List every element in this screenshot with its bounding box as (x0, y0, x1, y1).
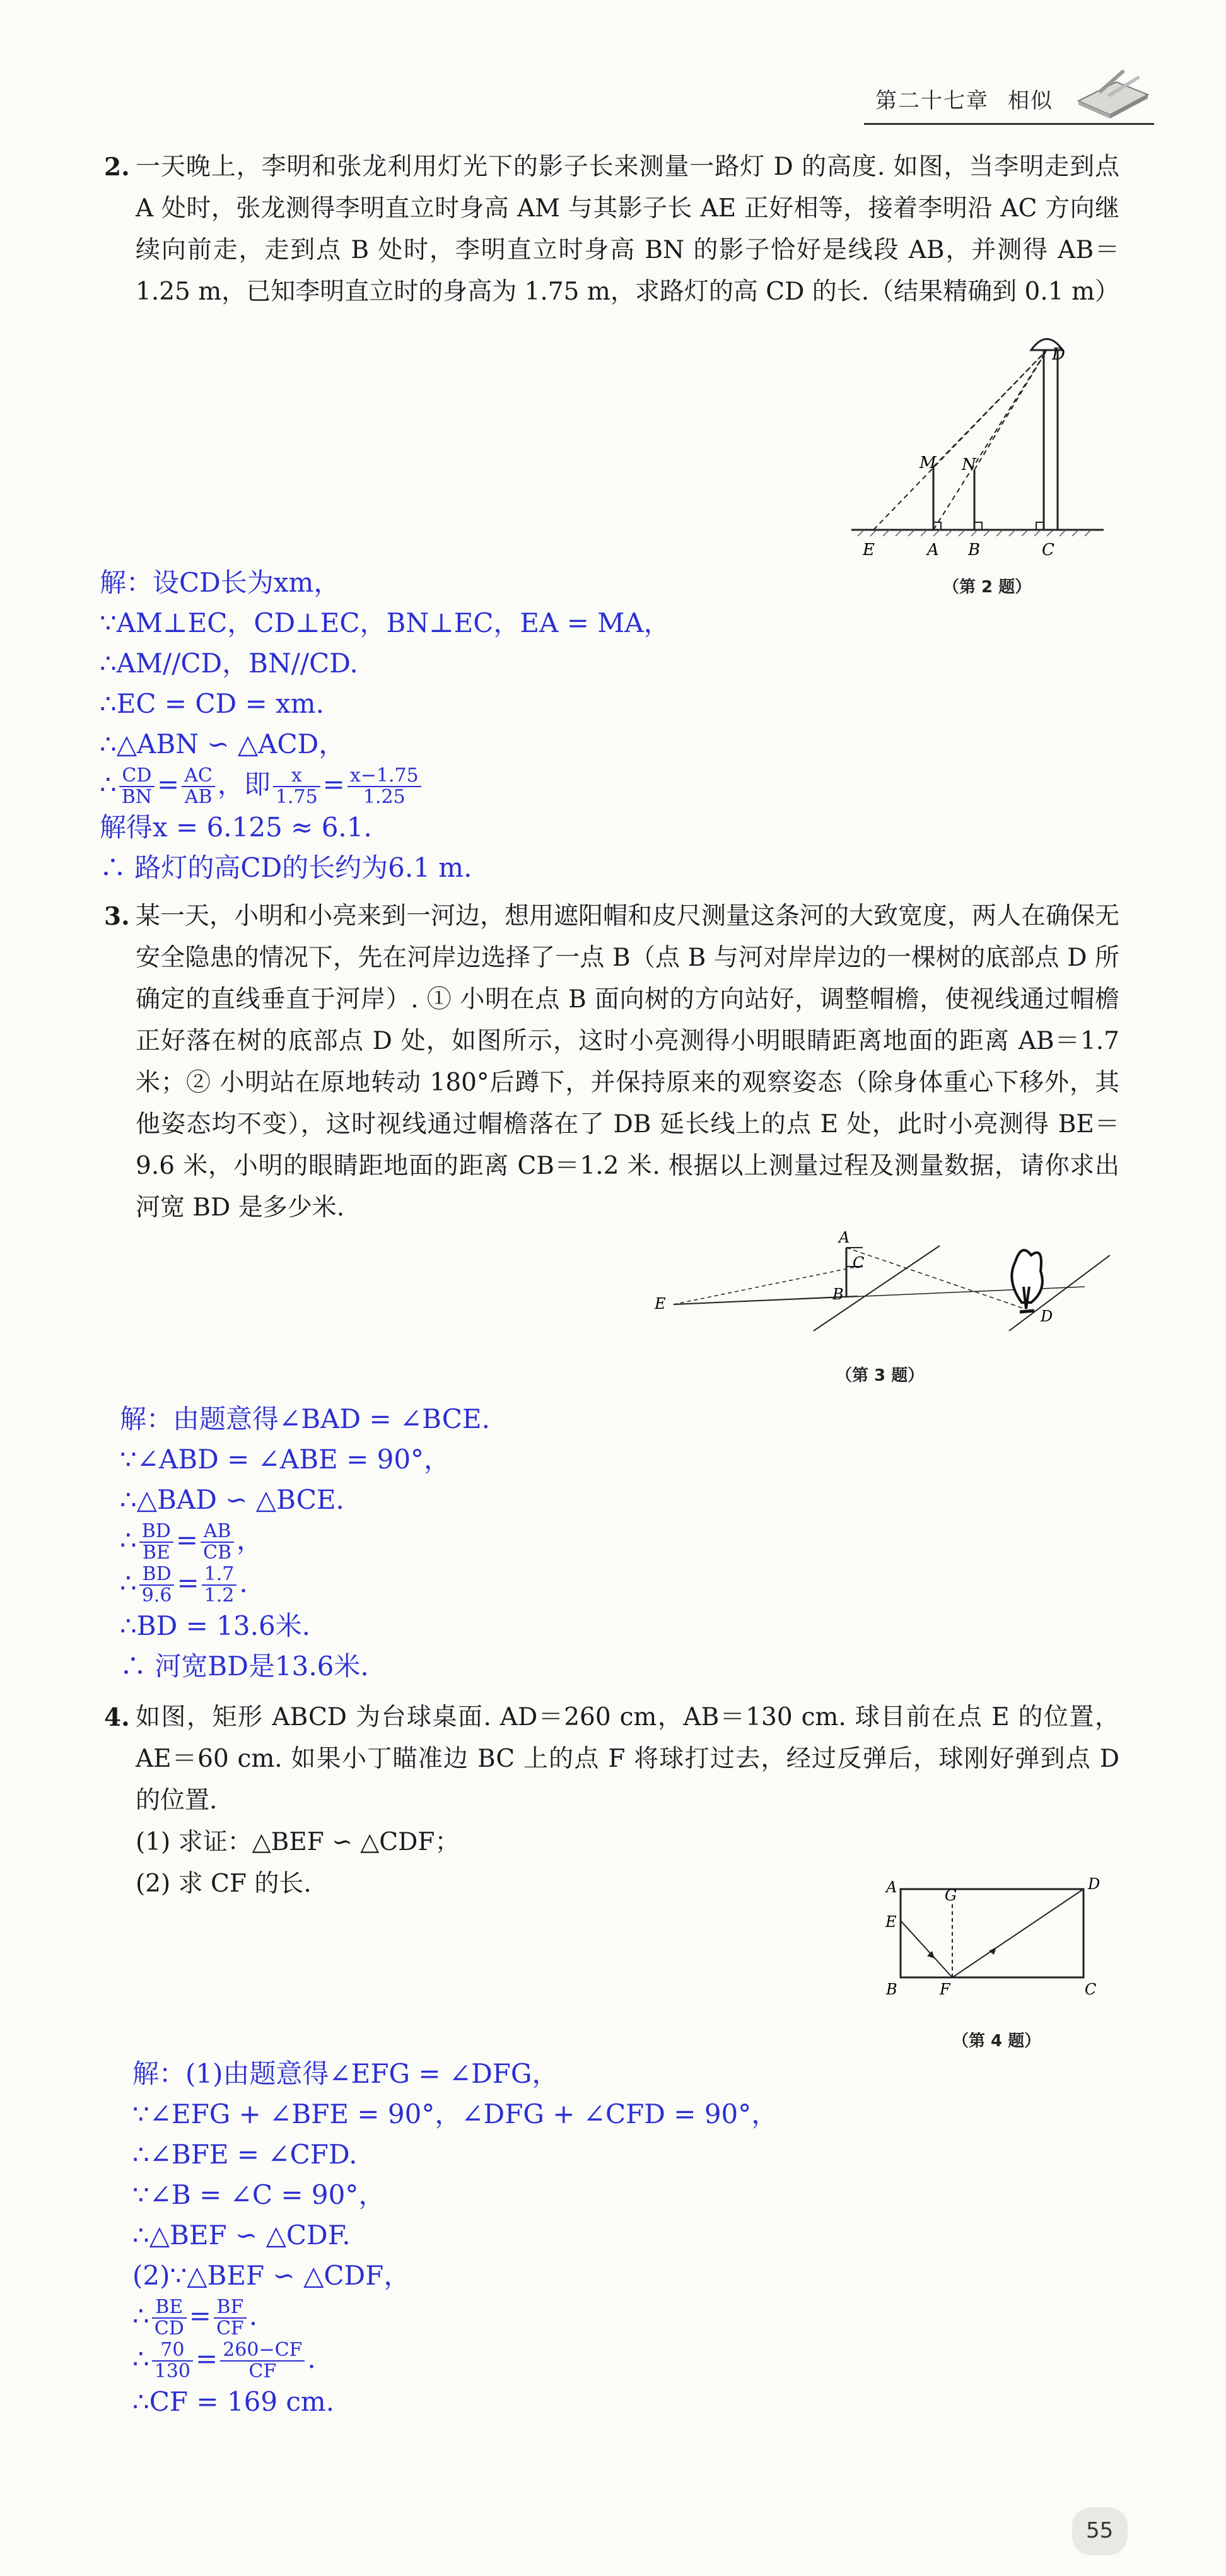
solution-line: 解：由题意得∠BAD = ∠BCE. (120, 1403, 490, 1434)
solution-fraction-line: ∴ $\frac{70}{130}$ = $\frac{260-CF}{CF}$ . (132, 2339, 316, 2382)
solution-fraction-line: ∴ $\frac{CD}{BN}$ = $\frac{AC}{AB}$ ，即 $\frac{x}{1.75}$ = $\frac{x-1.75}{1.25}$ (100, 764, 670, 807)
solution-line: ∴EC = CD = xm. (100, 688, 324, 719)
label-B: B (968, 541, 981, 559)
problem-text: 如图，矩形 ABCD 为台球桌面. AD＝260 cm，AB＝130 cm. 球目前在点 E 的位置，AE＝60 cm. 如果小丁瞄准边 BC 上的点 F 将球打过去，经过反弹后，球刚好弹到点 D 的位置. (136, 1703, 1119, 1815)
solution-line: 解：(1)由题意得∠EFG = ∠DFG， (132, 2058, 559, 2089)
solution-line: ∵∠EFG + ∠BFE = 90°，∠DFG + ∠CFD = 90°， (132, 2099, 778, 2129)
label-A: A (927, 541, 939, 559)
solution-line: ∵∠ABD = ∠ABE = 90°， (120, 1444, 451, 1475)
label-A: A (839, 1230, 850, 1246)
header-rule (864, 123, 1154, 125)
solution-4 (132, 2054, 778, 2422)
solution-line: ∴ 路灯的高CD的长约为6.1 m. (100, 852, 472, 883)
label-D: D (1088, 1875, 1100, 1893)
solution-fraction-line: ∴ $\frac{BE}{CD}$ = $\frac{BF}{CF}$ . (132, 2296, 258, 2339)
solution-line: 解得x = 6.125 ≈ 6.1. (100, 812, 372, 843)
solution-line: ∴CF = 169 cm. (132, 2386, 335, 2417)
problem-text: 一天晚上，李明和张龙利用灯光下的影子长来测量一路灯 D 的高度. 如图，当李明走到点 A 处时，张龙测得李明直立时身高 AM 与其影子长 AE 正好相等，接着李明沿 AC 方向继续向前走，走到点 B 处时，李明直立时身高 BN 的影子恰好是线段 AB，并测得 AB＝1.25 m，已知李明直立时的身高为 1.75 m，求路灯的高 CD 的长.（结果精确到 0.1 m） (136, 153, 1119, 306)
solution-line: ∴△BEF ∽ △CDF. (132, 2220, 351, 2251)
label-E: E (655, 1295, 666, 1313)
label-C: C (1042, 541, 1054, 559)
problem-3 (104, 896, 1119, 1229)
label-G: G (945, 1887, 957, 1904)
solution-line: ∴AM//CD，BN//CD. (100, 648, 358, 679)
figure-2 (839, 322, 1116, 587)
solution-line: ∴∠BFE = ∠CFD. (132, 2139, 358, 2170)
label-C: C (1085, 1981, 1097, 1998)
figure-4-caption: （第 4 题） (952, 2032, 1041, 2051)
solution-3 (120, 1399, 490, 1687)
label-E: E (885, 1913, 897, 1931)
problem-number: 4. (104, 1703, 130, 1732)
solution-line: ∵∠B = ∠C = 90°， (132, 2179, 385, 2210)
label-D: D (1041, 1308, 1053, 1325)
solution-line: ∴△ABN ∽ △ACD， (100, 729, 346, 759)
books-icon (1072, 57, 1154, 120)
label-E: E (863, 541, 875, 559)
label-C: C (853, 1254, 865, 1272)
chapter-title: 第二十七章 (875, 88, 989, 114)
figure-2-caption: （第 2 题） (943, 578, 1032, 597)
problem-2 (104, 146, 1119, 313)
label-N: N (962, 455, 976, 474)
solution-fraction-line: ∴ $\frac{BD}{9.6}$ = $\frac{1.7}{1.2}$ . (120, 1563, 248, 1607)
figure-3-caption: （第 3 题） (836, 1366, 925, 1385)
figure-4 (877, 1870, 1116, 2009)
solution-line: 解：设CD长为xm， (100, 567, 341, 598)
solution-line: ∴ 河宽BD是13.6米. (120, 1651, 369, 1682)
label-M: M (920, 454, 937, 472)
problem-number: 2. (104, 153, 130, 182)
label-F: F (940, 1981, 950, 1998)
subquestion-1: (1) 求证：△BEF ∽ △CDF； (136, 1828, 460, 1856)
chapter-topic: 相似 (1008, 88, 1053, 114)
page-number: 55 (1086, 2518, 1114, 2543)
solution-2 (100, 563, 670, 888)
problem-number: 3. (104, 902, 130, 931)
label-D: D (1052, 345, 1065, 364)
label-B: B (832, 1285, 844, 1303)
figure-3 (643, 1230, 1110, 1344)
solution-line: ∴BD = 13.6米. (120, 1610, 311, 1641)
page-header (875, 83, 1053, 114)
solution-line: ∵AM⊥EC，CD⊥EC，BN⊥EC，EA = MA， (100, 607, 670, 638)
label-B: B (886, 1981, 897, 1998)
solution-fraction-line: ∴ $\frac{BD}{BE}$ = $\frac{AB}{CB}$ ， (120, 1520, 264, 1564)
solution-line: ∴△BAD ∽ △BCE. (120, 1484, 344, 1515)
label-A: A (886, 1878, 897, 1896)
problem-text: 某一天，小明和小亮来到一河边，想用遮阳帽和皮尺测量这条河的大致宽度，两人在确保无安全隐患的情况下，先在河岸边选择了一点 B（点 B 与河对岸岸边的一棵树的底部点 D 所确定的直线垂直于河岸）. ① 小明在点 B 面向树的方向站好，调整帽檐，使视线通过帽檐正好落在树的底部点 D 处，如图所示，这时小亮测得小明眼睛距离地面的距离 AB＝1.7 米；② 小明站在原地转动 180°后蹲下，并保持原来的观察姿态（除身体重心下移外，其他姿态均不变），这时视线通过帽檐落在了 DB 延长线上的点 E 处，此时小亮测得 BE＝9.6 米，小明的眼睛距地面的距离 CB＝1.2 米. 根据以上测量过程及测量数据，请你求出河宽 BD 是多少米. (136, 902, 1120, 1222)
subquestion-2: (2) 求 CF 的长. (136, 1870, 312, 1898)
solution-line: (2)∵△BEF ∽ △CDF， (132, 2260, 411, 2291)
